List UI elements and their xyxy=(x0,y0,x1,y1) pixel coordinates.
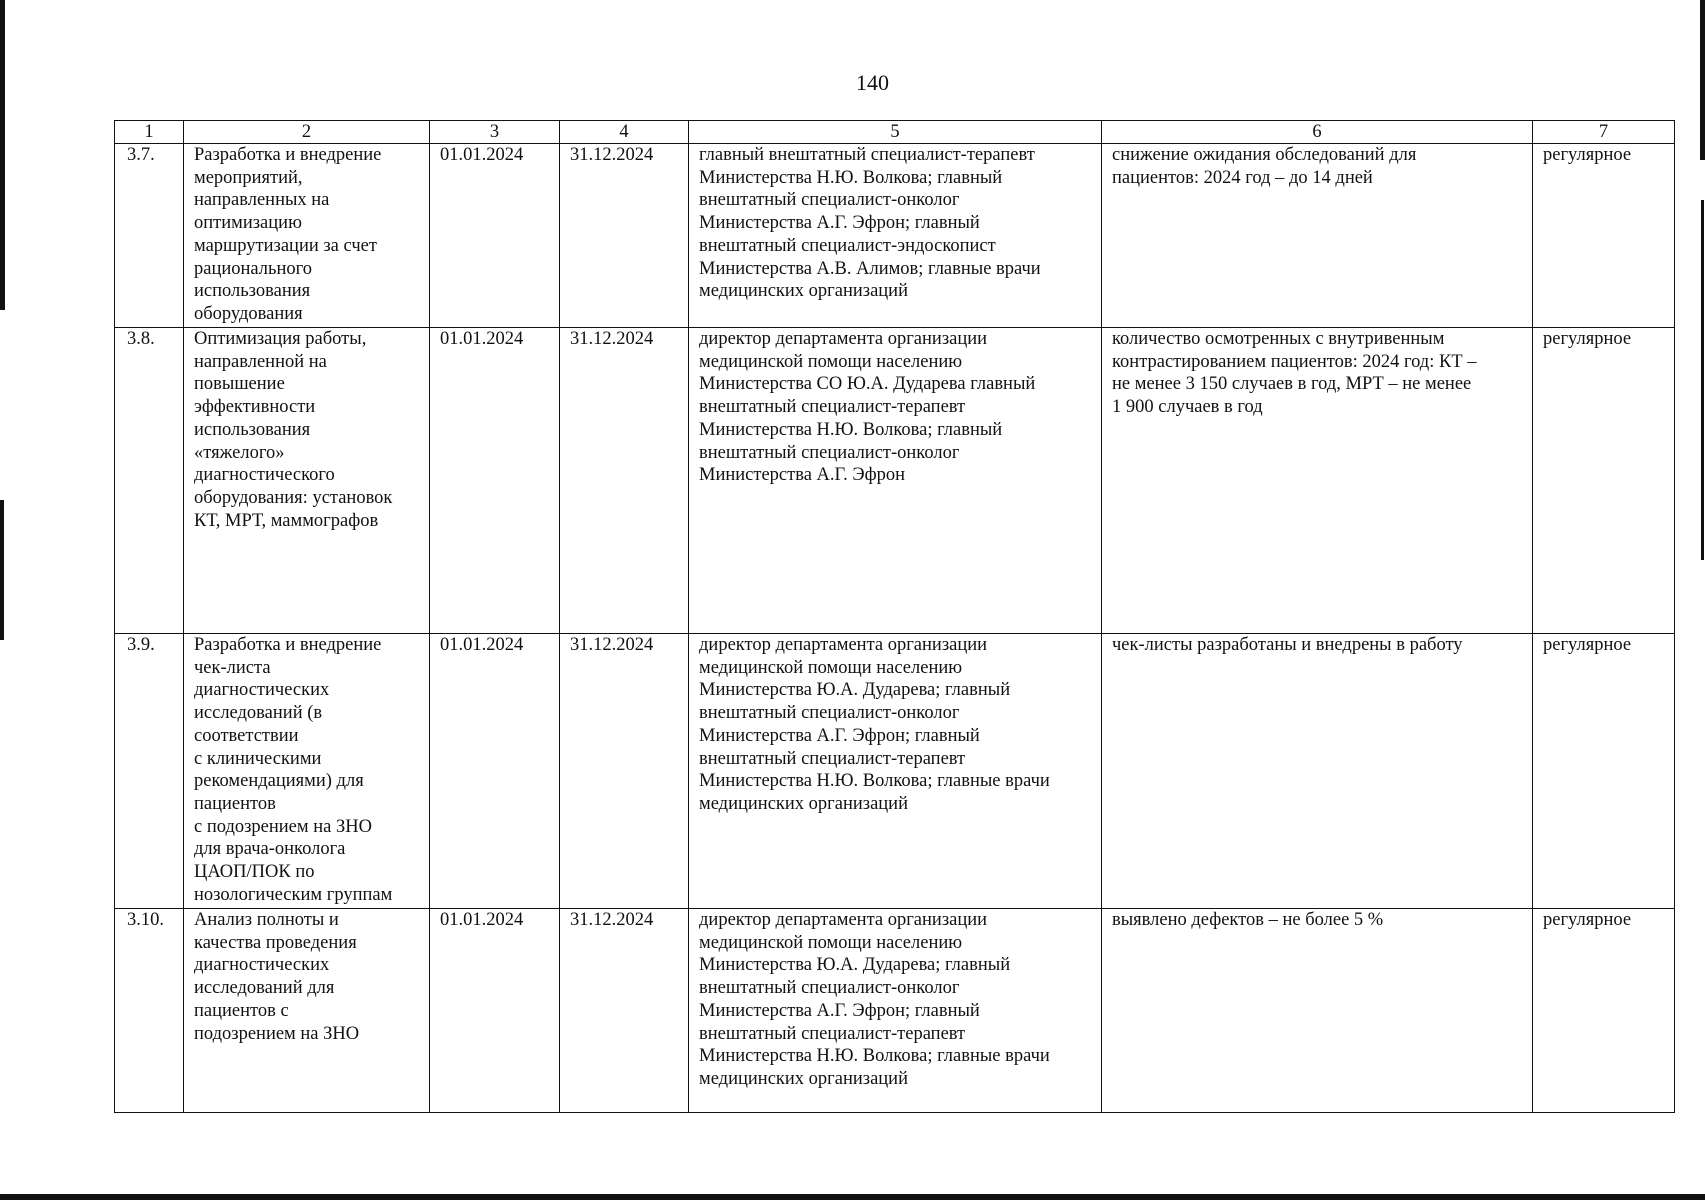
responsible-cell-line: Министерства А.В. Алимов; главные врачи xyxy=(699,258,1041,279)
type-cell: регулярное xyxy=(1533,909,1675,1113)
responsible-cell xyxy=(689,634,1102,909)
responsible-cell-line: директор департамента организации xyxy=(699,329,988,349)
responsible-cell-line: внештатный специалист-терапевт xyxy=(699,397,966,418)
activity-cell-line: пациентов xyxy=(194,793,276,814)
scan-edge-mark xyxy=(1701,200,1704,560)
activity-cell-line: Разработка и внедрение xyxy=(194,145,382,165)
activity-cell-line: эффективности xyxy=(194,397,316,418)
end-date: 31.12.2024 xyxy=(560,144,689,328)
activity-cell-line: использования xyxy=(194,281,311,302)
page-number: 140 xyxy=(856,70,889,95)
responsible-cell-line: Министерства Н.Ю. Волкова; главный xyxy=(699,167,1003,188)
column-header-6: 6 xyxy=(1102,121,1533,144)
activity-cell-line: с клиническими xyxy=(194,748,322,769)
responsible-cell xyxy=(689,909,1102,1113)
activity-cell-line: диагностических xyxy=(194,955,330,976)
type-cell: регулярное xyxy=(1533,634,1675,909)
scan-bottom-edge xyxy=(0,1194,1705,1200)
responsible-cell-line: Министерства Н.Ю. Волкова; главные врачи xyxy=(699,1046,1050,1067)
responsible-cell-line: внештатный специалист-терапевт xyxy=(699,1023,966,1044)
result-cell-line: контрастированием пациентов: 2024 год: КТ – xyxy=(1112,351,1477,372)
scan-edge-mark xyxy=(1700,0,1705,160)
activity-cell-line: ЦАОП/ПОК по xyxy=(194,862,315,883)
activity-cell-line: направленных на xyxy=(194,190,330,211)
responsible-cell-line: директор департамента организации xyxy=(699,910,988,930)
table-row xyxy=(115,144,1675,328)
activity-cell-line: Разработка и внедрение xyxy=(194,635,382,655)
result-cell-line: пациентов: 2024 год – до 14 дней xyxy=(1112,167,1373,188)
activity-cell-line: нозологическим группам xyxy=(194,884,393,905)
responsible-cell-line: медицинской помощи населению xyxy=(699,351,963,372)
activity-cell-line: оптимизацию xyxy=(194,213,302,234)
activity-cell-line: чек-листа xyxy=(194,657,271,678)
end-date: 31.12.2024 xyxy=(560,328,689,634)
responsible-cell-line: внештатный специалист-онколог xyxy=(699,978,960,999)
row-number: 3.10. xyxy=(115,909,184,1113)
result-cell-line: чек-листы разработаны и внедрены в работу xyxy=(1112,635,1463,655)
type-cell: регулярное xyxy=(1533,144,1675,328)
responsible-cell xyxy=(689,144,1102,328)
start-date: 01.01.2024 xyxy=(430,909,560,1113)
responsible-cell-line: Министерства Н.Ю. Волкова; главные врачи xyxy=(699,771,1050,792)
type-cell: регулярное xyxy=(1533,328,1675,634)
responsible-cell-line: внештатный специалист-онколог xyxy=(699,190,960,211)
column-header-7: 7 xyxy=(1533,121,1675,144)
table-row xyxy=(115,328,1675,634)
result-cell-line: выявлено дефектов – не более 5 % xyxy=(1112,910,1384,930)
scan-edge-mark xyxy=(0,500,4,640)
activity-cell-line: рекомендациями) для xyxy=(194,771,364,792)
header-row xyxy=(115,121,1675,144)
activity-cell xyxy=(184,144,430,328)
activity-cell-line: рационального xyxy=(194,258,312,279)
activity-cell xyxy=(184,328,430,634)
responsible-cell-line: внештатный специалист-онколог xyxy=(699,703,960,724)
responsible-cell-line: главный внештатный специалист-терапевт xyxy=(699,145,1035,165)
activity-cell-line: исследований (в xyxy=(194,703,323,724)
end-date: 31.12.2024 xyxy=(560,909,689,1113)
table-row xyxy=(115,909,1675,1113)
result-cell-line: не менее 3 150 случаев в год, МРТ – не менее xyxy=(1112,374,1472,395)
responsible-cell-line: Министерства СО Ю.А. Дударева главный xyxy=(699,374,1036,395)
activity-cell-line: оборудования xyxy=(194,303,303,324)
responsible-cell-line: внештатный специалист-онколог xyxy=(699,442,960,463)
responsible-cell-line: директор департамента организации xyxy=(699,635,988,655)
responsible-cell-line: медицинских организаций xyxy=(699,1068,908,1089)
column-header-1: 1 xyxy=(115,121,184,144)
start-date: 01.01.2024 xyxy=(430,328,560,634)
responsible-cell-line: внештатный специалист-терапевт xyxy=(699,748,966,769)
activity-cell-line: подозрением на ЗНО xyxy=(194,1023,360,1044)
responsible-cell-line: Министерства Н.Ю. Волкова; главный xyxy=(699,419,1003,440)
activity-cell-line: соответствии xyxy=(194,725,299,746)
activity-cell-line: исследований для xyxy=(194,978,335,999)
activity-cell-line: направленной на xyxy=(194,351,327,372)
result-cell xyxy=(1102,909,1533,1113)
result-cell xyxy=(1102,634,1533,909)
responsible-cell-line: Министерства А.Г. Эфрон; главный xyxy=(699,1000,980,1021)
end-date: 31.12.2024 xyxy=(560,634,689,909)
activity-cell-line: Оптимизация работы, xyxy=(194,329,367,349)
activity-cell-line: маршрутизации за счет xyxy=(194,235,377,256)
activity-cell-line: оборудования: установок xyxy=(194,487,393,508)
result-cell-line: количество осмотренных с внутривенным xyxy=(1112,329,1445,349)
result-cell xyxy=(1102,144,1533,328)
column-header-4: 4 xyxy=(560,121,689,144)
result-cell-line: 1 900 случаев в год xyxy=(1112,397,1263,418)
responsible-cell-line: внештатный специалист-эндоскопист xyxy=(699,235,996,256)
activity-cell-line: диагностического xyxy=(194,465,335,486)
responsible-cell-line: медицинской помощи населению xyxy=(699,932,963,953)
column-header-2: 2 xyxy=(184,121,430,144)
responsible-cell-line: медицинской помощи населению xyxy=(699,657,963,678)
plan-table xyxy=(114,120,1675,1113)
column-header-3: 3 xyxy=(430,121,560,144)
responsible-cell-line: Министерства А.Г. Эфрон; главный xyxy=(699,725,980,746)
responsible-cell-line: Министерства А.Г. Эфрон xyxy=(699,465,905,486)
responsible-cell-line: Министерства Ю.А. Дударева; главный xyxy=(699,680,1011,701)
responsible-cell-line: Министерства Ю.А. Дударева; главный xyxy=(699,955,1011,976)
activity-cell xyxy=(184,634,430,909)
row-number: 3.8. xyxy=(115,328,184,634)
activity-cell-line: для врача-онколога xyxy=(194,839,346,860)
activity-cell-line: Анализ полноты и xyxy=(194,910,339,930)
start-date: 01.01.2024 xyxy=(430,144,560,328)
activity-cell-line: «тяжелого» xyxy=(194,442,285,463)
table-row xyxy=(115,634,1675,909)
activity-cell-line: качества проведения xyxy=(194,932,357,953)
scan-edge-mark xyxy=(0,0,5,310)
activity-cell-line: пациентов с xyxy=(194,1000,289,1021)
result-cell-line: снижение ожидания обследований для xyxy=(1112,145,1417,165)
result-cell xyxy=(1102,328,1533,634)
table-body xyxy=(115,144,1675,1113)
responsible-cell-line: медицинских организаций xyxy=(699,281,908,302)
activity-cell-line: с подозрением на ЗНО xyxy=(194,816,372,837)
responsible-cell xyxy=(689,328,1102,634)
activity-cell xyxy=(184,909,430,1113)
column-header-5: 5 xyxy=(689,121,1102,144)
activity-cell-line: диагностических xyxy=(194,680,330,701)
activity-cell-line: повышение xyxy=(194,374,285,395)
row-number: 3.7. xyxy=(115,144,184,328)
activity-cell-line: мероприятий, xyxy=(194,167,303,188)
row-number: 3.9. xyxy=(115,634,184,909)
start-date: 01.01.2024 xyxy=(430,634,560,909)
activity-cell-line: КТ, МРТ, маммографов xyxy=(194,510,379,531)
responsible-cell-line: Министерства А.Г. Эфрон; главный xyxy=(699,213,980,234)
responsible-cell-line: медицинских организаций xyxy=(699,793,908,814)
activity-cell-line: использования xyxy=(194,419,311,440)
